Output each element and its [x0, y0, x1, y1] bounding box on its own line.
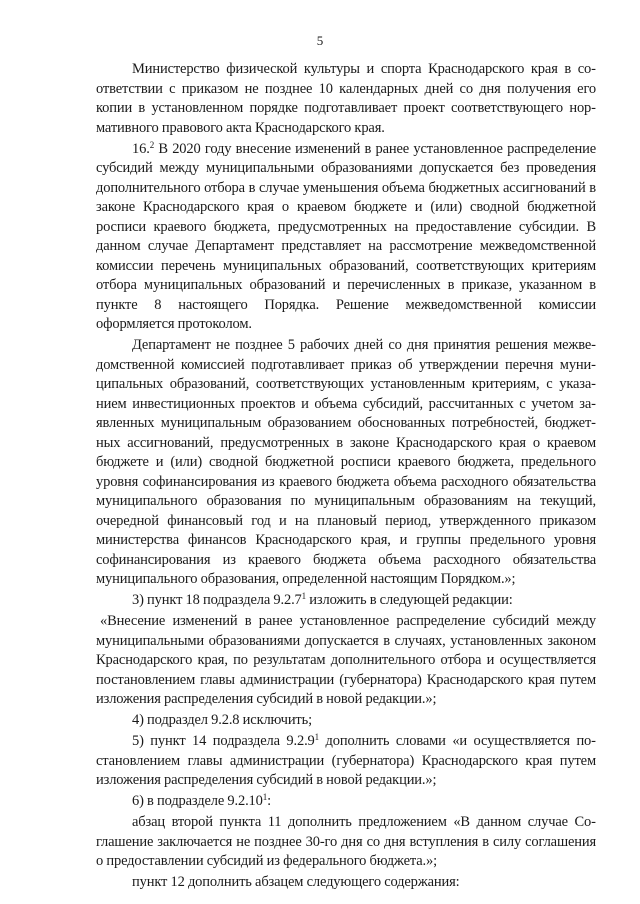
paragraph	[96, 792, 596, 812]
paragraph	[96, 612, 596, 710]
superscript-index: 2	[149, 139, 155, 150]
paragraph-text: абзац второй пункта 11 дополнить предложением «В данном случае Соглашение заключается не позднее 30-го дня со дня вступления в силу соглашения о предоставлении субсидий из федерального бюджета.»;	[96, 814, 596, 869]
paragraph-text: 4) подраздел 9.2.8 исключить;	[132, 712, 312, 728]
paragraph-text: Министерство физической культуры и спорта Краснодарского края в соответствии с приказом не позднее 10 календарных дней со дня получения его копии в установленном порядке подготавливает проект соответствующего нормативного правового акта Краснодарского края.	[96, 61, 596, 136]
paragraph-text: Департамент не позднее 5 рабочих дней со дня принятия решения межведомственной комиссией подготавливает приказ об утверждении перечня муниципальных образований, соответствующих установленным критериям, с указанием инвестиционных проектов и объема субсидий, рассчитанных с учетом заявленных муниципальным образованием обоснованных потребностей, бюджетных ассигнований, предусмотренных в законе Краснодарского края о краевом бюджете и (или) сводной бюджетной росписи краевого бюджета, предельного уровня софинансирования из краевого бюджета объема расходного обязательства муниципального образования по муниципальным образованиям на текущий, очередной финансовый год и на плановый период, утвержденного приказом министерства финансов Краснодарского края, и группы предельного уровня софинансирования из краевого бюджета объема расходного обязательства муниципального образования, определенной настоящим Порядком.»;	[96, 337, 596, 587]
paragraph-lead: 3) пункт 18 подраздела 9.2.7	[132, 592, 302, 608]
superscript-index: 1	[314, 732, 320, 742]
superscript-index: 1	[301, 591, 307, 601]
paragraph	[96, 873, 596, 893]
paragraph	[96, 336, 596, 590]
paragraph-text: В 2020 году внесение изменений в ранее установленное распределение субсидий между муниципальными образованиями допускается без проведения дополнительного отбора в случае уменьшения объема бюджетных ассигнований в законе Краснодарского края о краевом бюджете и (или) сводной бюджетной росписи краевого бюджета, предусмотренных на предоставление субсидии. В данном случае Департамент представляет на рассмотрение межведомственной комиссии перечень муниципальных образований, соответствующих критериям отбора муниципальных образований и перечисленных в приказе, указанном в пункте 8 настоящего Порядка. Решение межведомственной комиссии оформляется протоколом.	[96, 140, 596, 332]
paragraph-text: :	[267, 793, 272, 809]
paragraph-text: дополнить словами «и осуществляется постановлением главы администрации (губернатора) Краснодарского края путем изложения распределения субсидий в новой редакции.»;	[96, 733, 596, 788]
paragraph-lead: 16.	[132, 140, 150, 157]
paragraph-lead: 5) пункт 14 подраздела 9.2.9	[132, 733, 315, 749]
paragraph	[96, 140, 596, 335]
superscript-index: 1	[262, 792, 268, 802]
paragraph	[96, 711, 596, 731]
page-number: 5	[316, 33, 324, 48]
paragraph	[96, 813, 596, 872]
document-body	[96, 60, 596, 894]
paragraph-text: пункт 12 дополнить абзацем следующего содержания:	[132, 874, 460, 890]
paragraph	[96, 60, 596, 138]
paragraph-text: изложить в следующей редакции:	[306, 592, 513, 608]
paragraph	[96, 591, 596, 611]
paragraph	[96, 732, 596, 791]
paragraph-lead: 6) в подразделе 9.2.10	[132, 793, 263, 809]
paragraph-text: «Внесение изменений в ранее установленное распределение субсидий между муниципальными образованиями допускается в случаях, установленных законом Краснодарского края, по результатам дополнительного отбора и осуществляется постановлением главы администрации (губернатора) Краснодарского края путем изложения распределения субсидий в новой редакции.»;	[96, 613, 596, 707]
